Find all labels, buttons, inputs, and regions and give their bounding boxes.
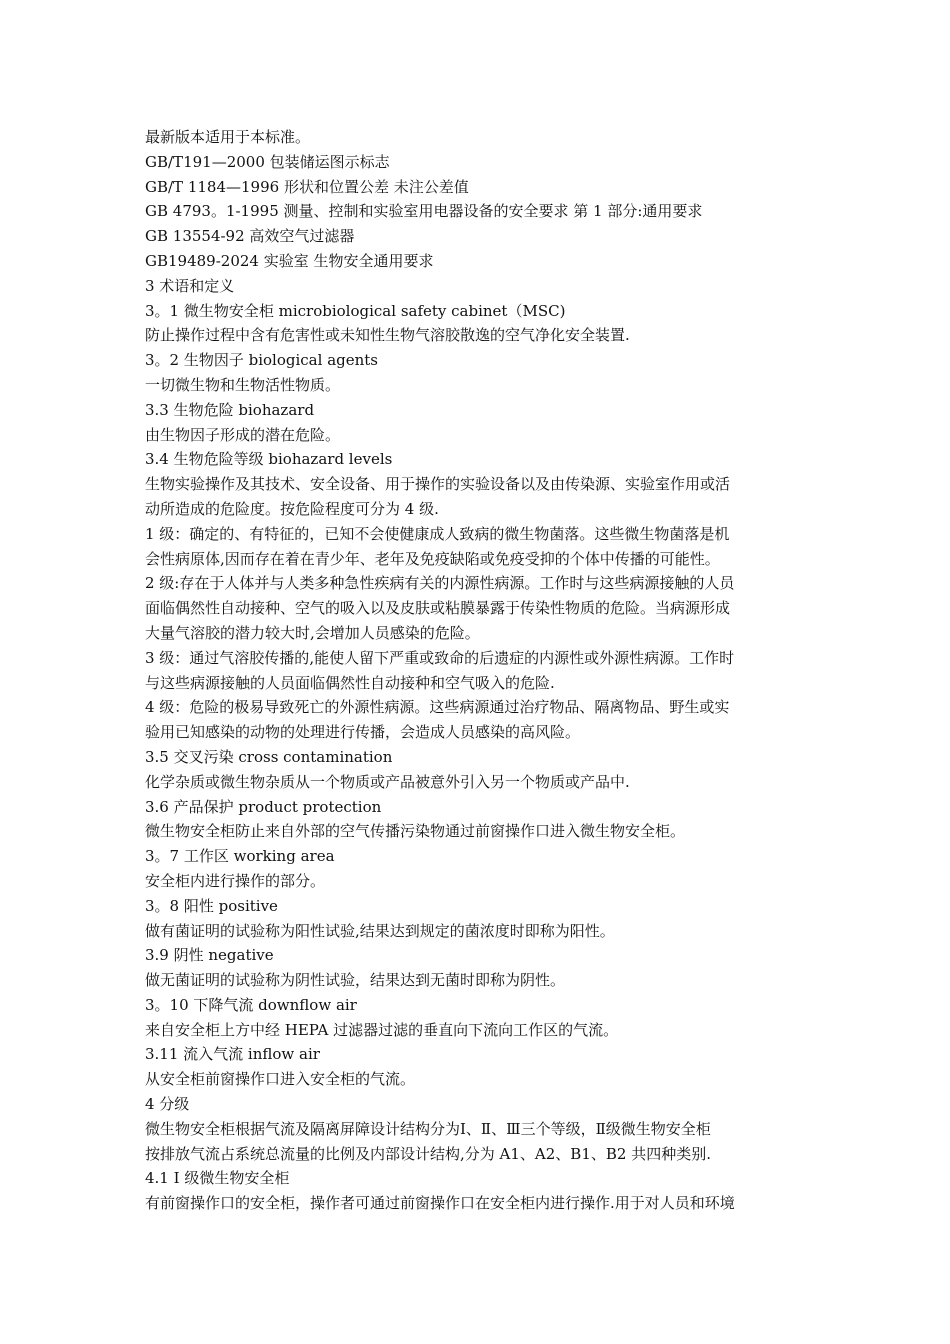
paragraph-line: 与这些病源接触的人员面临偶然性自动接种和空气吸入的危险.	[145, 673, 555, 692]
reference-gb-t191: GB/T191—2000 包装储运图示标志	[145, 152, 390, 171]
term-definition-3-7: 安全柜内进行操作的部分。	[145, 871, 326, 890]
reference-gb19489: GB19489-2024 实验室 生物安全通用要求	[145, 251, 434, 270]
paragraph-line: 有前窗操作口的安全柜，操作者可通过前窗操作口在安全柜内进行操作.用于对人员和环境	[145, 1194, 735, 1213]
paragraph-line: 1 级：确定的、有特征的，已知不会使健康成人致病的微生物菌落。这些微生物菌落是机	[145, 524, 730, 543]
term-heading-3-3: 3.3 生物危险 biohazard	[145, 400, 315, 419]
paragraph-line: 按排放气流占系统总流量的比例及内部设计结构,分为 A1、A2、B1、B2 共四种类别.	[145, 1144, 711, 1163]
term-heading-3-5: 3.5 交叉污染 cross contamination	[145, 747, 393, 766]
term-heading-3-1: 3。1 微生物安全柜 microbiological safety cabinet（MSC)	[145, 301, 566, 320]
paragraph-line: 2 级:存在于人体并与人类多种急性疾病有关的内源性病源。工作时与这些病源接触的人员	[145, 574, 735, 593]
paragraph-line: 生物实验操作及其技术、安全设备、用于操作的实验设备以及由传染源、实验室作用或活	[145, 475, 731, 494]
term-heading-3-2: 3。2 生物因子 biological agents	[145, 351, 378, 370]
term-definition-3-2: 一切微生物和生物活性物质。	[145, 375, 341, 394]
term-heading-3-6: 3.6 产品保护 product protection	[145, 797, 382, 816]
section-heading-3: 3 术语和定义	[145, 276, 235, 295]
paragraph-line: 大量气溶胶的潜力较大时,会增加人员感染的危险。	[145, 623, 480, 642]
section-heading-4: 4 分级	[145, 1095, 190, 1114]
reference-gb13554: GB 13554-92 高效空气过滤器	[145, 227, 355, 246]
paragraph-line: 验用已知感染的动物的处理进行传播，会造成人员感染的高风险。	[145, 723, 581, 742]
paragraph-line: 会性病原体,因而存在着在青少年、老年及免疫缺陷或免疫受抑的个体中传播的可能性。	[145, 549, 720, 568]
term-definition-3-6: 微生物安全柜防止来自外部的空气传播污染物通过前窗操作口进入微生物安全柜。	[145, 822, 686, 841]
hazard-level-1	[145, 522, 810, 572]
term-heading-3-11: 3.11 流入气流 inflow air	[145, 1045, 320, 1064]
term-heading-3-8: 3。8 阳性 positive	[145, 896, 278, 915]
reference-gb4793: GB 4793。1-1995 测量、控制和实验室用电器设备的安全要求 第 1 部分:通用要求	[145, 202, 703, 221]
paragraph-line: 4 级：危险的极易导致死亡的外源性病源。这些病源通过治疗物品、隔离物品、野生或实	[145, 698, 730, 717]
term-definition-3-1: 防止操作过程中含有危害性或未知性生物气溶胶散逸的空气净化安全装置.	[145, 326, 630, 345]
hazard-level-2	[145, 571, 810, 645]
paragraph-line: 微生物安全柜根据气流及隔离屏障设计结构分为Ⅰ、Ⅱ、Ⅲ三个等级，Ⅱ级微生物安全柜	[145, 1119, 711, 1138]
term-definition-3-10: 来自安全柜上方中经 HEPA 过滤器过滤的垂直向下流向工作区的气流。	[145, 1020, 619, 1039]
hazard-level-3	[145, 646, 810, 696]
term-definition-3-4	[145, 472, 810, 522]
section-heading-4-1: 4.1 Ⅰ 级微生物安全柜	[145, 1169, 290, 1188]
term-definition-3-3: 由生物因子形成的潜在危险。	[145, 425, 341, 444]
term-heading-3-4: 3.4 生物危险等级 biohazard levels	[145, 450, 393, 469]
term-heading-3-10: 3。10 下降气流 downflow air	[145, 995, 357, 1014]
term-definition-3-8: 做有菌证明的试验称为阳性试验,结果达到规定的菌浓度时即称为阳性。	[145, 921, 615, 940]
classification-paragraph	[145, 1117, 810, 1167]
term-definition-3-11: 从安全柜前窗操作口进入安全柜的气流。	[145, 1070, 416, 1089]
hazard-level-4	[145, 695, 810, 745]
paragraph-line: 面临偶然性自动接种、空气的吸入以及皮肤或粘膜暴露于传染性物质的危险。当病源形成	[145, 599, 731, 618]
paragraph-line: 3 级：通过气溶胶传播的,能使人留下严重或致命的后遗症的内源性或外源性病源。工作时	[145, 648, 735, 667]
term-heading-3-7: 3。7 工作区 working area	[145, 847, 335, 866]
text-line: 最新版本适用于本标准。	[145, 128, 311, 146]
term-heading-3-9: 3.9 阴性 negative	[145, 946, 274, 965]
paragraph-line: 动所造成的危险度。按危险程度可分为 4 级.	[145, 499, 439, 518]
term-definition-3-5: 化学杂质或微生物杂质从一个物质或产品被意外引入另一个物质或产品中.	[145, 772, 630, 791]
document-page	[145, 125, 810, 1216]
reference-gb-t1184: GB/T 1184—1996 形状和位置公差 未注公差值	[145, 177, 469, 196]
term-definition-3-9: 做无菌证明的试验称为阴性试验，结果达到无菌时即称为阴性。	[145, 971, 566, 990]
